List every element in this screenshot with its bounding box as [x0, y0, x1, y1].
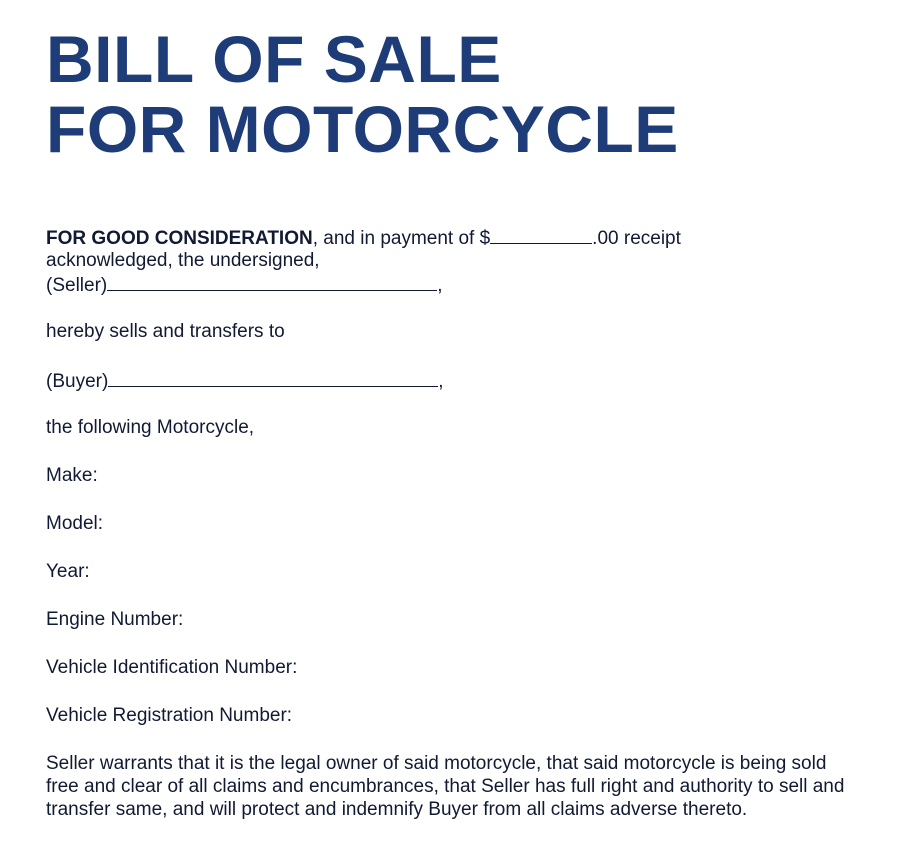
- seller-label: (Seller): [46, 275, 108, 296]
- field-year: Year:: [46, 561, 90, 582]
- buyer-label: (Buyer): [46, 371, 109, 392]
- buyer-line: [46, 368, 444, 393]
- seller-suffix: ,: [437, 275, 443, 296]
- following-text: the following Motorcycle,: [46, 417, 255, 438]
- receipt-text: .00 receipt: [592, 228, 681, 249]
- consideration-line-1: [46, 225, 681, 250]
- consideration-line-2: acknowledged, the undersigned,: [46, 250, 320, 271]
- transfer-text: hereby sells and transfers to: [46, 321, 285, 342]
- field-make: Make:: [46, 465, 98, 486]
- buyer-name-blank[interactable]: [108, 368, 438, 387]
- field-model: Model:: [46, 513, 104, 534]
- warranty-paragraph: Seller warrants that it is the legal owner of said motorcycle, that said motorcycle is being sold free and clear of all claims and encumbrances, that Seller has full right and authority to sell and transfer same, and will protect and indemnify Buyer from all claims adverse thereto.: [46, 753, 845, 820]
- buyer-suffix: ,: [438, 371, 444, 392]
- title-line-1: BILL OF SALE: [46, 22, 502, 96]
- seller-name-blank[interactable]: [107, 272, 437, 291]
- field-engine-number: Engine Number:: [46, 609, 184, 630]
- seller-line: [46, 272, 443, 297]
- field-registration-number: Vehicle Registration Number:: [46, 705, 293, 726]
- payment-amount-blank[interactable]: [490, 225, 592, 244]
- consideration-lead: FOR GOOD CONSIDERATION: [46, 228, 313, 249]
- title-line-2: FOR MOTORCYCLE: [46, 92, 679, 166]
- document-title: [46, 24, 679, 164]
- consideration-text: , and in payment of $: [312, 228, 491, 249]
- field-vin: Vehicle Identification Number:: [46, 657, 298, 678]
